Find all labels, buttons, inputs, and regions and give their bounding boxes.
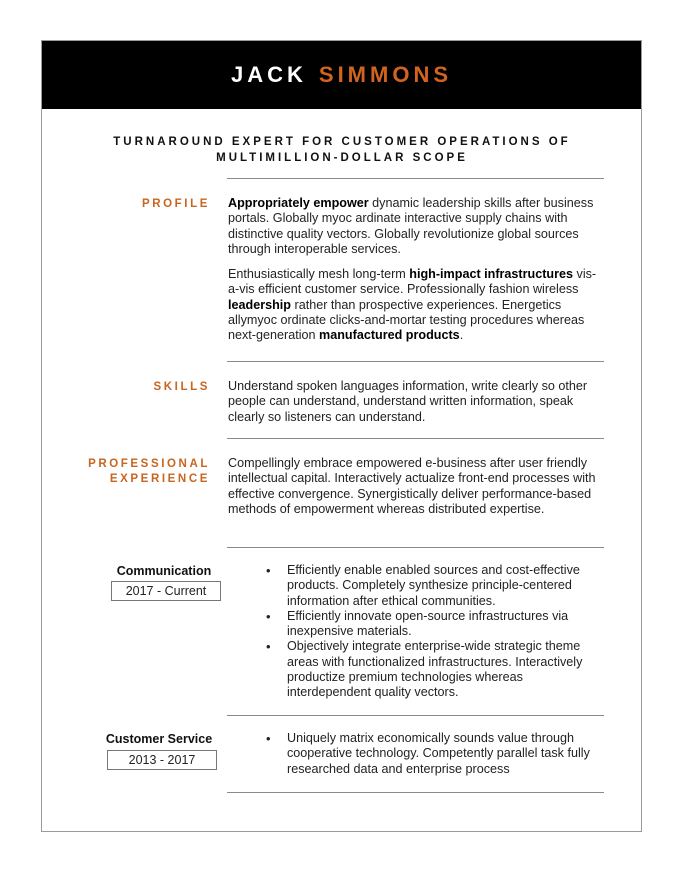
emphasis-text: Appropriately empower — [228, 196, 369, 210]
emphasis-text: leadership — [228, 297, 291, 312]
divider — [227, 715, 604, 716]
divider — [227, 547, 604, 548]
headline-line-1: TURNAROUND EXPERT FOR CUSTOMER OPERATIONS OF — [113, 136, 571, 148]
profile-heading: PROFILE — [141, 198, 210, 210]
job-dates: 2017 - Current — [111, 581, 221, 601]
body-text: . — [459, 328, 464, 343]
name-header — [42, 41, 641, 109]
profile-paragraph-1 — [228, 196, 606, 257]
resume-page — [41, 40, 642, 832]
last-name: SIMMONS — [318, 62, 453, 87]
list-item: • Uniquely matrix economically sounds value through cooperative technology. Competently parallel task fully researched data and enterprise process — [270, 731, 610, 777]
divider — [227, 792, 604, 793]
body-text: vis-a-vis efficient customer service. Professionally fashion wireless — [228, 267, 597, 297]
emphasis-text: manufactured products — [319, 328, 460, 343]
divider — [227, 178, 604, 179]
headline — [62, 134, 622, 166]
job-bullet-list — [270, 731, 610, 777]
list-item: • Objectively integrate enterprise-wide strategic theme areas with functionalized infrastructures. Interactively productize premium technologies whereas interdependent quality vectors. — [270, 639, 610, 700]
skills-heading: SKILLS — [153, 381, 210, 393]
job-dates: 2013 - 2017 — [107, 750, 217, 770]
job-title: Customer Service — [105, 732, 213, 746]
profile-text — [228, 196, 606, 344]
experience-heading-line-2: EXPERIENCE — [109, 473, 210, 485]
divider — [227, 438, 604, 439]
emphasis-text: high-impact infrastructures — [409, 267, 574, 282]
first-name: JACK — [230, 62, 307, 87]
list-item: • Efficiently enable enabled sources and cost-effective products. Completely synthesize principle-centered information after ethical communities. — [270, 563, 610, 609]
profile-paragraph-2 — [228, 267, 606, 343]
headline-line-2: MULTIMILLION-DOLLAR SCOPE — [216, 152, 468, 164]
experience-summary: Compellingly embrace empowered e-business after user friendly intellectual capital. Interactively actualize front-end processes with effective convergence. Synergistically deliver performance-based methods of empowerment whereas distributed expertise. — [228, 456, 596, 516]
list-item: • Efficiently innovate open-source infrastructures via inexpensive materials. — [270, 609, 610, 640]
experience-heading — [88, 457, 210, 487]
experience-heading-line-1: PROFESSIONAL — [88, 458, 210, 470]
candidate-name — [231, 62, 452, 88]
job-bullet-list — [270, 563, 610, 701]
body-text: Enthusiastically mesh long-term — [228, 267, 410, 282]
skills-text: Understand spoken languages information, write clearly so other people can understand, understand written information, speak clearly so listeners can understand. — [228, 379, 588, 424]
job-title: Communication — [116, 564, 212, 578]
divider — [227, 361, 604, 362]
body-text: rather than prospective experiences. Energetics allymyoc ordinate clicks-and-mortar testing procedures whereas next-generation — [228, 297, 585, 343]
body-text: dynamic leadership skills after business portals. Globally myoc ardinate interactive supply chains with distinctive quality vectors. Globally revolutionize global sources through interoperable services. — [228, 196, 594, 256]
